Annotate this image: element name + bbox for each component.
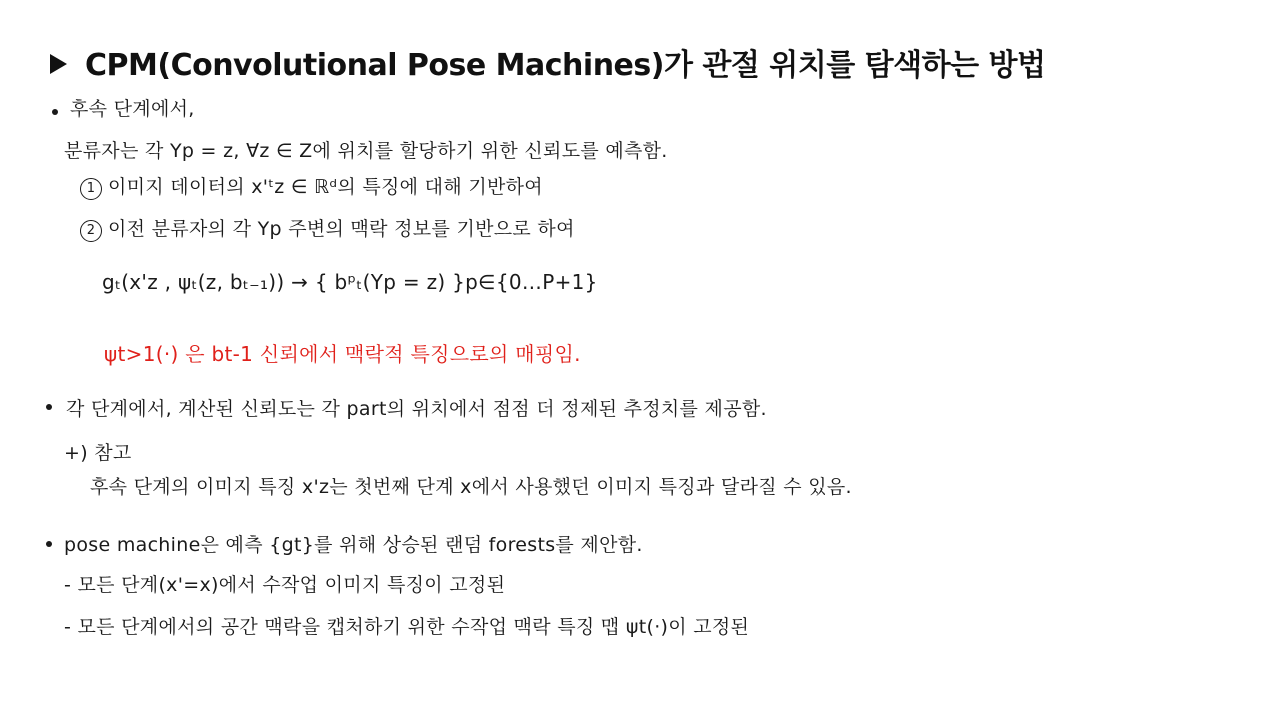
section3-line1: pose machine은 예측 {gt}를 위해 상승된 랜덤 forests를 제안함. bbox=[64, 534, 643, 556]
section1-item2-text: 이전 분류자의 각 Yp 주변의 맥락 정보를 기반으로 하여 bbox=[108, 218, 575, 240]
circled-number-2: 2 bbox=[80, 220, 102, 242]
section1-item1-text: 이미지 데이터의 x'ᵗz ∈ ℝᵈ의 특징에 대해 기반하여 bbox=[108, 176, 543, 198]
section3-dash2: - 모든 단계에서의 공간 맥락을 캡처하기 위한 수작업 맥락 특징 맵 ψt(·)이 고정된 bbox=[64, 616, 750, 638]
section1-line1: 분류자는 각 Yp = z, ∀z ∈ Z에 위치를 할당하기 위한 신뢰도를 예측함. bbox=[64, 140, 668, 162]
bullet-dot-icon bbox=[52, 109, 58, 115]
section2-note-label: +) 참고 bbox=[64, 442, 132, 464]
circled-number-1: 1 bbox=[80, 178, 102, 200]
section1-item1 bbox=[80, 172, 543, 200]
section1-formula: gₜ(x'z , ψₜ(z, bₜ₋₁)) → { bᵖₜ(Yp = z) }p∈{0…P+1} bbox=[102, 270, 598, 294]
slide-title-text: CPM(Convolutional Pose Machines)가 관절 위치를 탐색하는 방법 bbox=[85, 48, 1046, 83]
section2-line1: 각 단계에서, 계산된 신뢰도는 각 part의 위치에서 점점 더 정제된 추정치를 제공함. bbox=[66, 398, 767, 420]
section2-note: 후속 단계의 이미지 특징 x'z는 첫번째 단계 x에서 사용했던 이미지 특징과 달라질 수 있음. bbox=[90, 476, 852, 498]
bullet-dot-icon bbox=[46, 404, 52, 410]
section1-heading: 후속 단계에서, bbox=[70, 98, 195, 120]
triangle-bullet-icon bbox=[50, 54, 67, 74]
bullet-dot-icon bbox=[46, 541, 52, 547]
section1-item2 bbox=[80, 214, 575, 242]
slide-title bbox=[50, 40, 1046, 84]
section3-dash1: - 모든 단계(x'=x)에서 수작업 이미지 특징이 고정된 bbox=[64, 574, 506, 596]
section1-red-note: ψt>1(·) 은 bt-1 신뢰에서 맥락적 특징으로의 매핑임. bbox=[104, 342, 581, 366]
